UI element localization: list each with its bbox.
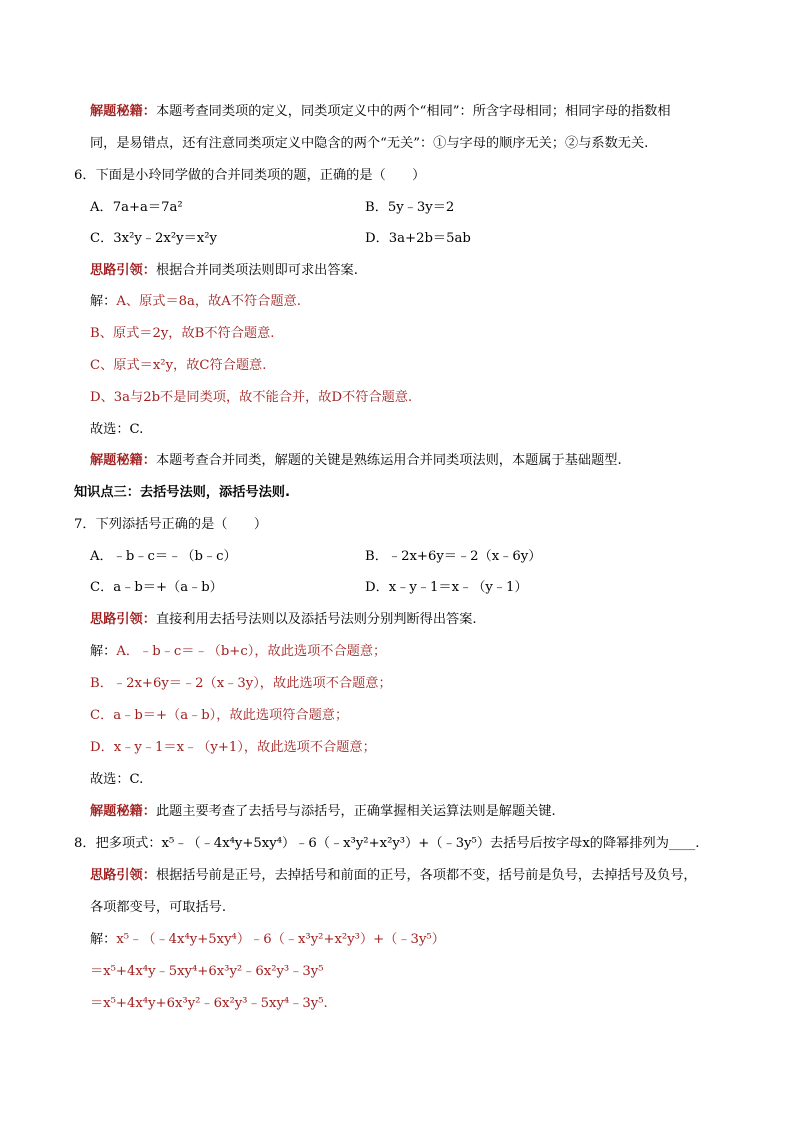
q7-hint-text: 直接利用去括号法则以及添括号法则分别判断得出答案. xyxy=(155,612,477,627)
q6-sol-a-text: A、原式＝8a，故A不符合题意. xyxy=(116,294,301,309)
p5-tips-line2: 同，是易错点，还有注意同类项定义中隐含的两个“无关”：①与字母的顺序无关；②与系数无关. xyxy=(90,136,649,151)
tips-label: 解题秘籍： xyxy=(90,453,156,468)
q6-hint xyxy=(90,261,358,281)
q8-hint-line2: 各项都变号，可取括号. xyxy=(90,900,227,915)
q7-solution-b: B．﹣2x+6y＝﹣2（x﹣3y），故此选项不合题意； xyxy=(90,676,392,691)
q6-hint-text: 根据合并同类项法则即可求出答案. xyxy=(155,263,358,278)
hint-label: 思路引领： xyxy=(90,263,156,278)
q8-stem: 8．把多项式：x⁵﹣（﹣4x⁴y+5xy⁴）﹣6（﹣x³y²+x²y³）+（﹣3y⁵）去括号后按字母x的降幂排列为____. xyxy=(74,836,700,851)
q6-solution-c: C、原式＝x²y，故C符合题意. xyxy=(90,358,267,373)
q6-solution-a xyxy=(90,292,301,312)
q6-option-c: C．3x²y﹣2x²y＝x²y xyxy=(90,231,217,246)
q6-solution-d: D、3a与2b不是同类项，故不能合并，故D不符合题意. xyxy=(90,390,413,405)
hint-label: 思路引领： xyxy=(90,612,156,627)
q6-option-a: A．7a+a＝7a² xyxy=(90,200,183,215)
q7-solution-a xyxy=(90,642,386,662)
q6-option-b: B．5y﹣3y＝2 xyxy=(365,200,455,215)
tips-label: 解题秘籍： xyxy=(90,804,156,819)
q7-option-b: B．﹣2x+6y＝﹣2（x﹣6y） xyxy=(365,549,542,564)
q7-option-c: C．a﹣b＝+（a﹣b） xyxy=(90,580,223,595)
q6-answer: 故选：C. xyxy=(90,422,144,437)
q8-step1 xyxy=(90,930,445,950)
q8-step2: ＝x⁵+4x⁴y﹣5xy⁴+6x³y²﹣6x²y³﹣3y⁵ xyxy=(90,964,324,979)
q6-solution-b: B、原式＝2y，故B不符合题意. xyxy=(90,326,275,341)
section-heading: 知识点三：去括号法则，添括号法则. xyxy=(74,485,291,500)
q7-option-d: D．x﹣y﹣1＝x﹣（y﹣1） xyxy=(365,580,528,595)
p5-tips-line1 xyxy=(90,102,671,122)
q8-hint-text: 根据括号前是正号，去掉括号和前面的正号，各项都不变，括号前是负号，去掉括号及负号， xyxy=(155,868,697,883)
solve-label: 解： xyxy=(90,644,117,659)
q8-step3: ＝x⁵+4x⁴y+6x³y²﹣6x²y³﹣5xy⁴﹣3y⁵. xyxy=(90,996,328,1011)
q7-tips xyxy=(90,802,556,822)
q6-stem: 6．下面是小玲同学做的合并同类项的题，正确的是（ ） xyxy=(74,168,426,183)
q8-hint-line1 xyxy=(90,866,697,886)
q7-stem: 7．下列添括号正确的是（ ） xyxy=(74,517,268,532)
p5-tips-text: 本题考查同类项的定义，同类项定义中的两个“相同”：所含字母相同；相同字母的指数相 xyxy=(155,104,671,119)
q8-step1-text: x⁵﹣（﹣4x⁴y+5xy⁴）﹣6（﹣x³y²+x²y³）+（﹣3y⁵） xyxy=(116,932,445,947)
solve-label: 解： xyxy=(90,294,117,309)
q7-solution-d: D．x﹣y﹣1＝x﹣（y+1），故此选项不合题意； xyxy=(90,740,376,755)
q6-option-d: D．3a+2b＝5ab xyxy=(365,231,471,246)
q7-answer: 故选：C. xyxy=(90,772,144,787)
q7-option-a: A．﹣b﹣c＝﹣（b﹣c） xyxy=(90,549,237,564)
q6-tips xyxy=(90,451,622,471)
q7-solution-c: C．a﹣b＝+（a﹣b），故此选项符合题意； xyxy=(90,708,349,723)
q7-hint xyxy=(90,610,477,630)
tips-label: 解题秘籍： xyxy=(90,104,156,119)
q7-tips-text: 此题主要考查了去括号与添括号，正确掌握相关运算法则是解题关键. xyxy=(155,804,556,819)
solve-label: 解： xyxy=(90,932,117,947)
hint-label: 思路引领： xyxy=(90,868,156,883)
q7-sol-a-text: A．﹣b﹣c＝﹣（b+c），故此选项不合题意； xyxy=(116,644,387,659)
q6-tips-text: 本题考查合并同类，解题的关键是熟练运用合并同类项法则，本题属于基础题型. xyxy=(155,453,622,468)
